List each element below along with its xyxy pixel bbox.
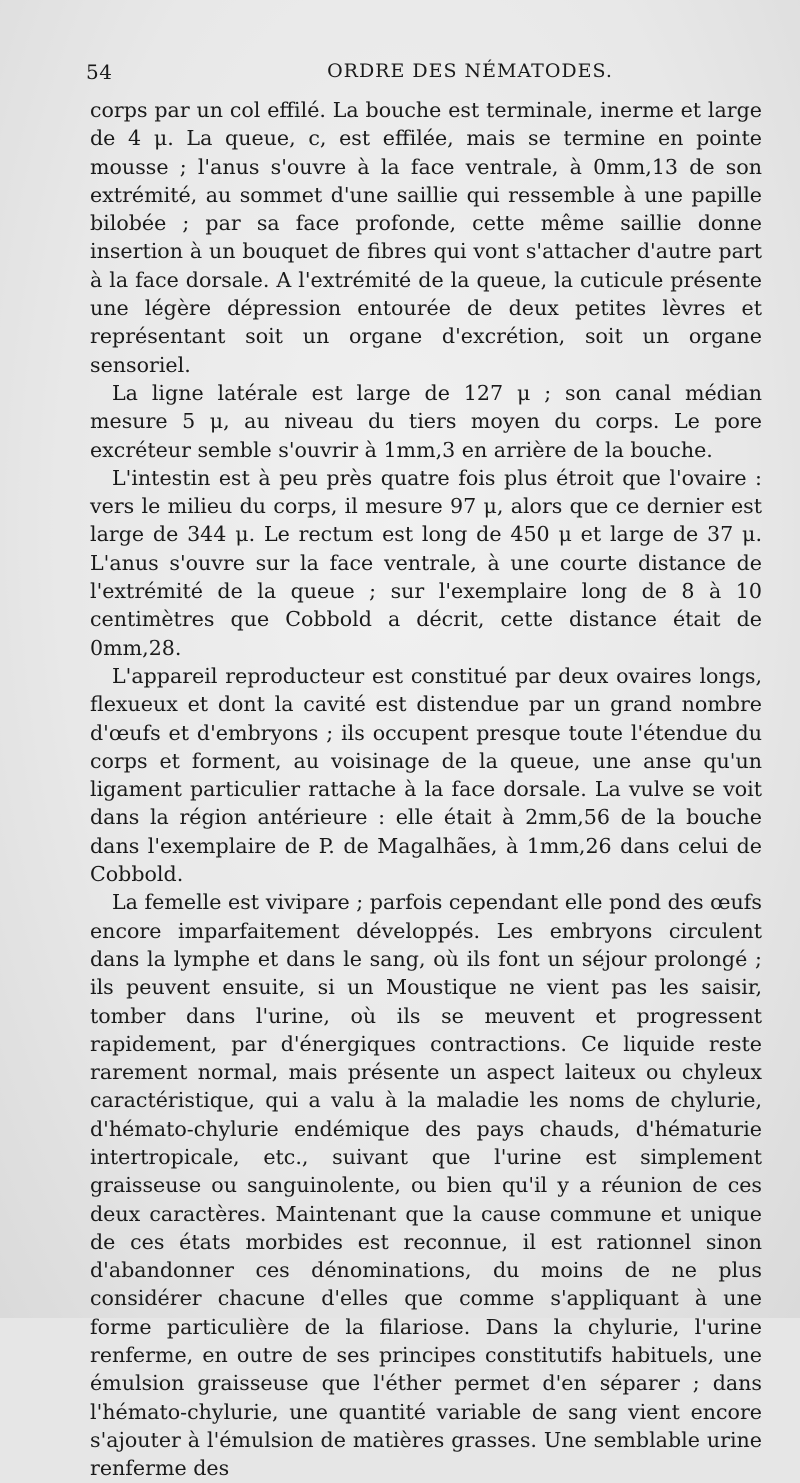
body-text (90, 96, 762, 1483)
page-header (86, 60, 764, 88)
running-title: ORDRE DES NÉMATODES. (327, 60, 613, 82)
page-number: 54 (86, 60, 113, 84)
paragraph-continuation: corps par un col effilé. La bouche est terminale, inerme et large de 4 μ. La queue, c, est effilée, mais se termine en pointe mousse ; l'anus s'ouvre à la face ventrale, à 0mm,13 de son extrémité, au sommet d'une saillie qui ressemble à une papille bilobée ; par sa face profonde, cette même saillie donne insertion à un bouquet de fibres qui vont s'attacher d'autre part à la face dorsale. A l'extrémité de la queue, la cuticule présente une légère dépression entourée de deux petites lèvres et représentant soit un organe d'excrétion, soit un organe sensoriel. (90, 98, 762, 377)
paragraph-intestine: L'intestin est à peu près quatre fois plus étroit que l'ovaire : vers le milieu du corps, il mesure 97 μ, alors que ce dernier est large de 344 μ. Le rectum est long de 450 μ et large de 37 μ. L'anus s'ouvre sur la face ventrale, à une courte distance de l'extrémité de la queue ; sur l'exemplaire long de 8 à 10 centimètres que Cobbold a décrit, cette distance était de 0mm,28. (90, 465, 762, 660)
paragraph-lateral-line: La ligne latérale est large de 127 μ ; son canal médian mesure 5 μ, au niveau du tiers moyen du corps. Le pore excréteur semble s'ouvrir à 1mm,3 en arrière de la bouche. (90, 380, 762, 462)
paragraph-reproductive-apparatus: L'appareil reproducteur est constitué par deux ovaires longs, flexueux et dont la cavité est distendue par un grand nombre d'œufs et d'embryons ; ils occupent presque toute l'étendue du corps et forment, au voisinage de la queue, une anse qu'un ligament particulier rattache à la face dorsale. La vulve se voit dans la région antérieure : elle était à 2mm,56 de la bouche dans l'exemplaire de P. de Magalhães, à 1mm,26 dans celui de Cobbold. (90, 663, 762, 887)
paragraph-female-viviparous: La femelle est vivipare ; parfois cependant elle pond des œufs encore imparfaitement développés. Les embryons circulent dans la lymphe et dans le sang, où ils font un séjour prolongé ; ils peuvent ensuite, si un Moustique ne vient pas les saisir, tomber dans l'urine, où ils se meuvent et progressent rapidement, par d'énergiques contractions. Ce liquide reste rarement normal, mais présente un aspect laiteux ou chyleux caractéristique, qui a valu à la maladie les noms de chylurie, d'hémato-chylurie endémique des pays chauds, d'hématurie intertropicale, etc., suivant que l'urine est simplement graisseuse ou sanguinolente, ou bien qu'il y a réunion de ces deux caractères. Maintenant que la cause commune et unique de ces états morbides est reconnue, il est rationnel sinon d'abandonner ces dénominations, du moins de ne plus considérer chacune d'elles que comme s'appliquant à une forme particulière de la filariose. Dans la chylurie, l'urine renferme, en outre de ses principes constitutifs habituels, une émulsion graisseuse que l'éther permet d'en séparer ; dans l'hémato-chylurie, une quantité variable de sang vient encore s'ajouter à l'émulsion de matières grasses. Une semblable urine renferme des (90, 890, 762, 1481)
